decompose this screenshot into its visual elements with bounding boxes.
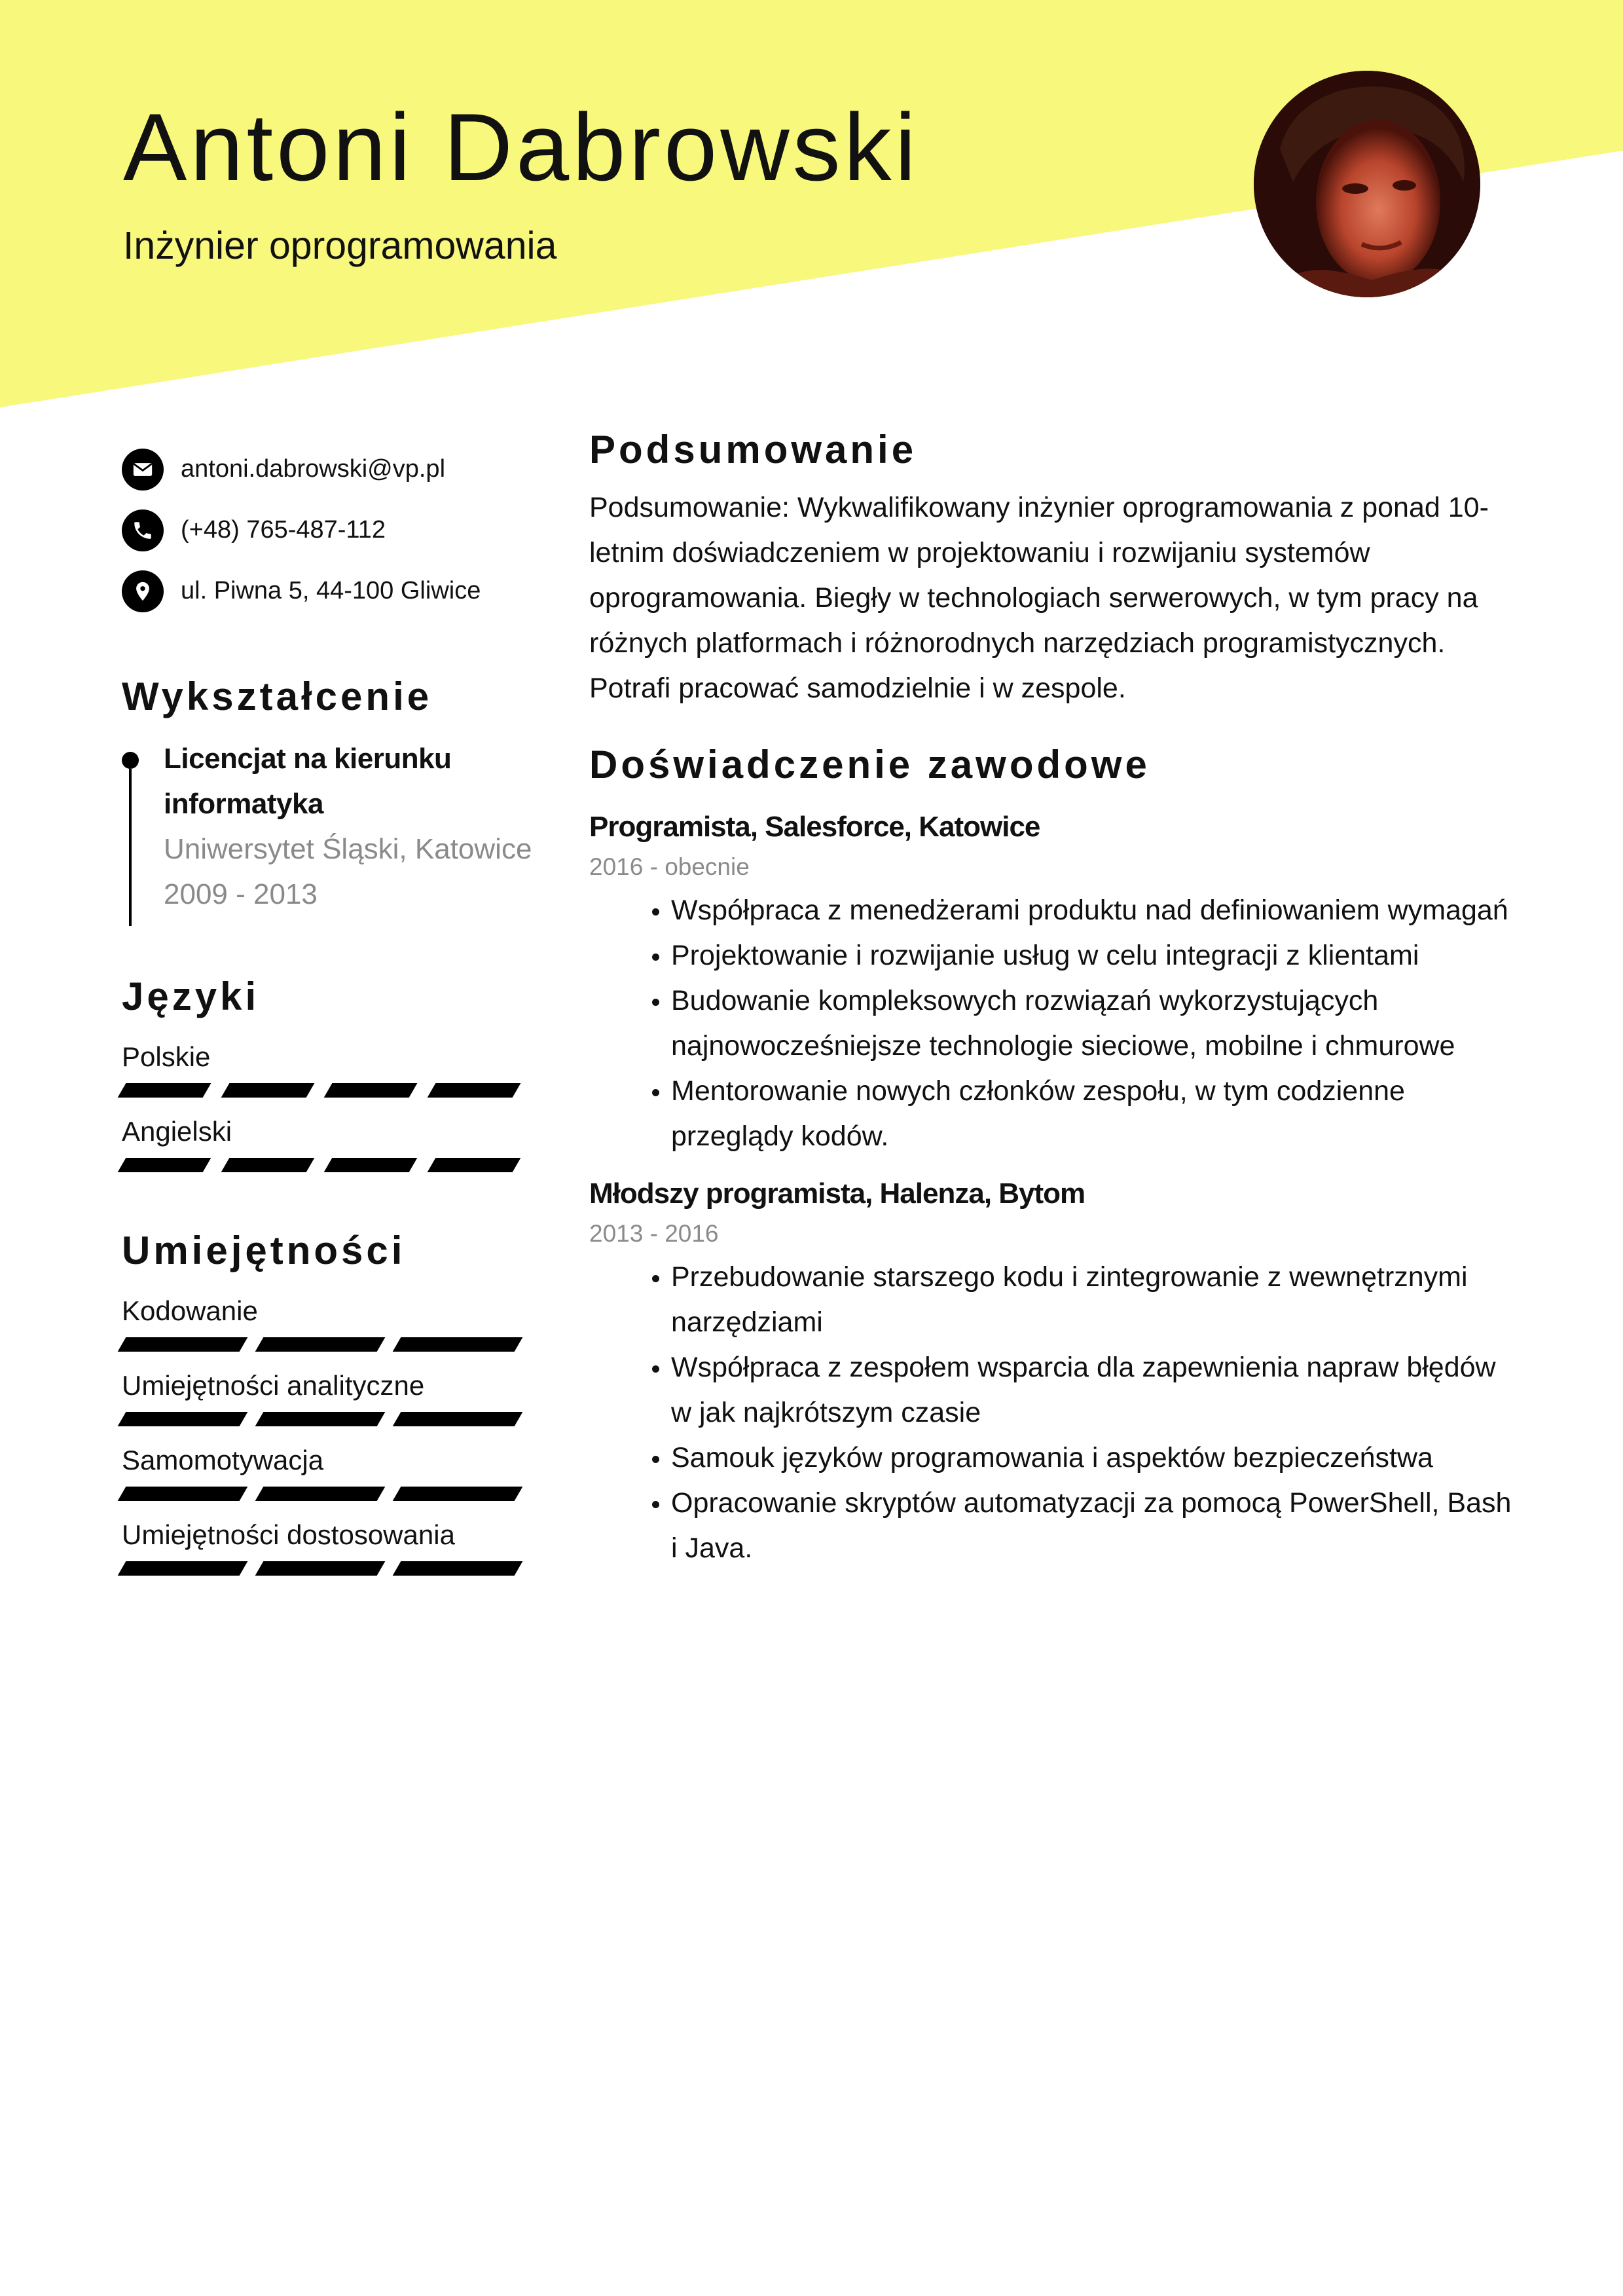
skills-section [122, 1225, 534, 1576]
duty-item: • Budowanie kompleksowych rozwiązań wykorzystujących najnowocześniejsze technologie sieciowe, mobilne i chmurowe [671, 978, 1519, 1069]
email-text[interactable]: antoni.dabrowski@vp.pl [181, 455, 446, 483]
job-entry [589, 1172, 1519, 1571]
skill-name: Umiejętności analityczne [122, 1370, 425, 1401]
job-duties [589, 888, 1519, 1159]
duty-item: • Współpraca z zespołem wsparcia dla zapewnienia napraw błędów w jak najkrótszym czasie [671, 1345, 1519, 1435]
duty-item: • Przebudowanie starszego kodu i zintegrowanie z wewnętrznymi narzędziami [671, 1255, 1519, 1345]
level-segment [118, 1158, 211, 1172]
skill-item [122, 1515, 534, 1576]
profile-photo [1254, 71, 1480, 297]
level-segment [118, 1561, 248, 1576]
skill-name: Kodowanie [122, 1295, 258, 1326]
address-text: ul. Piwna 5, 44-100 Gliwice [181, 577, 481, 604]
level-segment [221, 1158, 314, 1172]
skill-name: Umiejętności dostosowania [122, 1519, 455, 1550]
level-segment [118, 1487, 248, 1501]
language-name: Polskie [122, 1041, 211, 1072]
candidate-name: Antoni Dabrowski [123, 94, 920, 200]
skills-heading: Umiejętności [122, 1229, 406, 1272]
contact-address [122, 561, 534, 621]
education-years: 2009 - 2013 [164, 878, 318, 910]
skill-name: Samomotywacja [122, 1445, 324, 1475]
job-dates: 2016 - obecnie [589, 853, 750, 880]
language-level-bar [122, 1158, 534, 1172]
language-item [122, 1112, 534, 1172]
level-segment [393, 1487, 523, 1501]
level-segment [393, 1337, 523, 1352]
left-column [122, 439, 534, 1590]
phone-text[interactable]: (+48) 765-487-112 [181, 516, 386, 544]
level-segment [427, 1083, 520, 1098]
contact-email [122, 439, 534, 500]
education-section [122, 671, 534, 917]
timeline-dot [122, 752, 139, 769]
level-segment [393, 1561, 523, 1576]
education-entry [122, 736, 534, 917]
level-segment [427, 1158, 520, 1172]
job-entry [589, 805, 1519, 1159]
summary-heading: Podsumowanie [589, 428, 917, 472]
envelope-icon [122, 449, 164, 491]
duty-item: • Współpraca z menedżerami produktu nad definiowaniem wymagań [671, 888, 1519, 933]
job-position: Młodszy programista, Halenza, Bytom [589, 1177, 1085, 1210]
summary-section [589, 422, 1519, 711]
duty-item: • Projektowanie i rozwijanie usług w celu integracji z klientami [671, 933, 1519, 978]
education-heading: Wykształcenie [122, 675, 433, 718]
map-pin-icon [122, 570, 164, 612]
skill-item [122, 1366, 534, 1426]
level-segment [118, 1337, 248, 1352]
skill-level-bar [122, 1561, 534, 1576]
level-segment [324, 1158, 417, 1172]
job-dates: 2013 - 2016 [589, 1220, 719, 1247]
language-level-bar [122, 1083, 534, 1098]
level-segment [393, 1412, 523, 1426]
level-segment [324, 1083, 417, 1098]
level-segment [255, 1487, 386, 1501]
summary-text: Podsumowanie: Wykwalifikowany inżynier oprogramowania z ponad 10-letnim doświadczeniem w projektowaniu i rozwijaniu systemów oprogramowania. Biegły w technologiach serwerowych, w tym pracy na różnych platformach i różnorodnych narzędziach programistycznych. Potrafi pracować samodzielnie i w zespole. [589, 492, 1489, 704]
level-segment [118, 1412, 248, 1426]
level-segment [255, 1412, 386, 1426]
experience-section [589, 737, 1519, 1571]
phone-icon [122, 509, 164, 551]
timeline-line [129, 769, 132, 926]
skill-level-bar [122, 1487, 534, 1501]
language-item [122, 1037, 534, 1098]
experience-heading: Doświadczenie zawodowe [589, 743, 1150, 787]
duty-item: • Samouk języków programowania i aspektów bezpieczeństwa [671, 1435, 1519, 1481]
level-segment [255, 1337, 386, 1352]
job-position: Programista, Salesforce, Katowice [589, 811, 1040, 843]
level-segment [118, 1083, 211, 1098]
skill-item [122, 1291, 534, 1352]
contact-phone [122, 500, 534, 561]
skill-level-bar [122, 1337, 534, 1352]
education-degree: Licencjat na kierunku informatyka [164, 743, 452, 820]
right-column [589, 422, 1519, 1571]
duty-item: • Opracowanie skryptów automatyzacji za pomocą PowerShell, Bash i Java. [671, 1481, 1519, 1571]
skill-item [122, 1441, 534, 1501]
language-name: Angielski [122, 1116, 232, 1147]
level-segment [255, 1561, 386, 1576]
job-title: Inżynier oprogramowania [123, 224, 557, 267]
skill-level-bar [122, 1412, 534, 1426]
level-segment [221, 1083, 314, 1098]
languages-section [122, 971, 534, 1172]
education-school: Uniwersytet Śląski, Katowice [164, 833, 532, 865]
contact-section [122, 439, 534, 621]
job-duties [589, 1255, 1519, 1571]
duty-item: • Mentorowanie nowych członków zespołu, w tym codzienne przeglądy kodów. [671, 1069, 1519, 1159]
languages-heading: Języki [122, 974, 260, 1018]
